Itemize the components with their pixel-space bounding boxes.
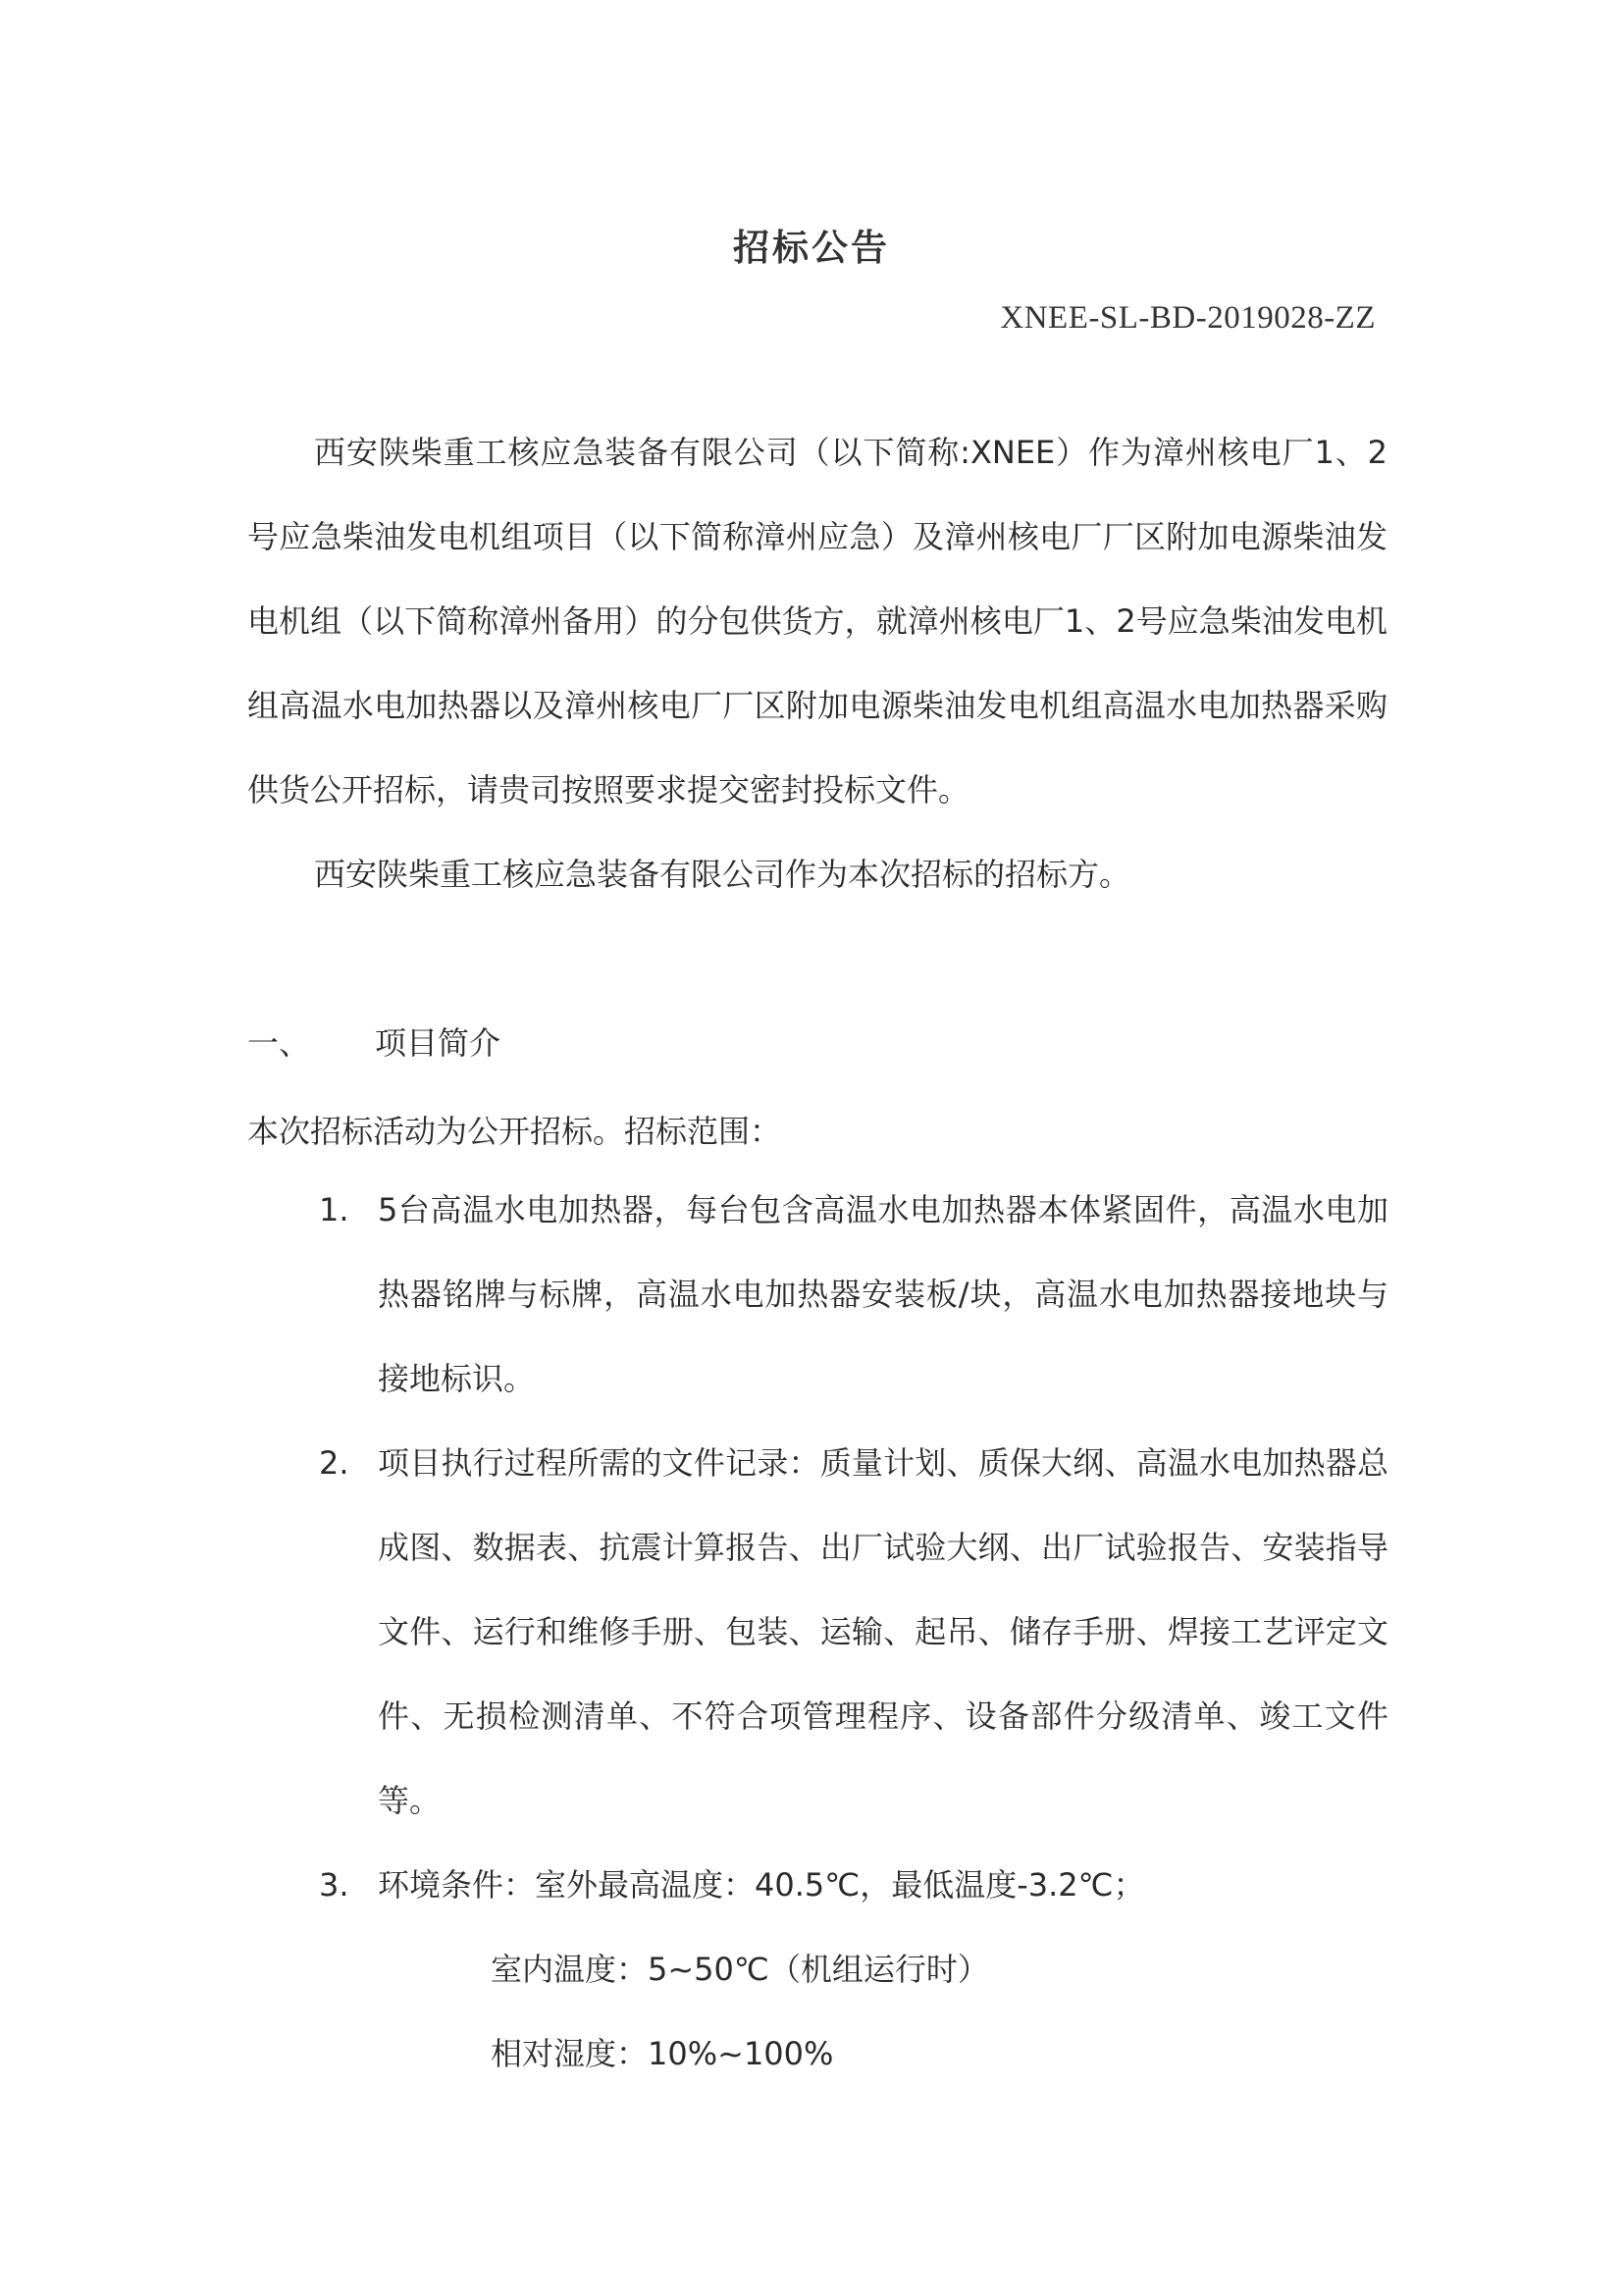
- list-number: 2.: [319, 1444, 349, 1482]
- section-title: 项目简介: [375, 1024, 501, 1062]
- intro-paragraph: 西安陕柴重工核应急装备有限公司（以下简称:XNEE）作为漳州核电厂1、2号应急柴油发电机组项目（以下简称漳州应急）及漳州核电厂厂区附加电源柴油发电机组（以下简称漳州备用）的分包供货方，就漳州核电厂1、2号应急柴油发电机组高温水电加热器以及漳州核电厂厂区附加电源柴油发电机组高温水电加热器采购供货公开招标，请贵司按照要求提交密封投标文件。: [247, 434, 1387, 809]
- scope-list: [319, 1168, 1388, 2096]
- reference-number: XNEE-SL-BD-2019028-ZZ: [1000, 300, 1376, 336]
- list-item: [319, 1168, 1388, 1421]
- condition-line: 相对湿度：10%~100%: [491, 2035, 834, 2072]
- list-number: 3.: [319, 1866, 349, 1904]
- list-text: 环境条件：室外最高温度：40.5℃，最低温度-3.2℃；: [378, 1866, 1145, 1904]
- list-text: 项目执行过程所需的文件记录：质量计划、质保大纲、高温水电加热器总成图、数据表、抗震计算报告、出厂试验大纲、出厂试验报告、安装指导文件、运行和维修手册、包装、运输、起吊、储存手册、焊接工艺评定文件、无损检测清单、不符合项管理程序、设备部件分级清单、竣工文件等。: [378, 1444, 1388, 1819]
- scope-lead: 本次招标活动为公开招标。招标范围：: [247, 1113, 782, 1150]
- list-item: [319, 1843, 1388, 1927]
- section-heading: [247, 1018, 500, 1064]
- document-title: 招标公告: [733, 227, 890, 269]
- list-item: [319, 1421, 1388, 1843]
- condition-line: 室内温度：5~50℃（机组运行时）: [491, 1951, 989, 1988]
- intro-section: [247, 410, 1387, 916]
- list-number: 1.: [319, 1191, 349, 1228]
- environment-conditions: [491, 1927, 1388, 2096]
- list-text: 5台高温水电加热器，每台包含高温水电加热器本体紧固件，高温水电加热器铭牌与标牌，高温水电加热器安装板/块，高温水电加热器接地块与接地标识。: [378, 1191, 1388, 1397]
- intro-paragraph: 西安陕柴重工核应急装备有限公司作为本次招标的招标方。: [314, 856, 1131, 893]
- section-number: 一、: [247, 1024, 311, 1062]
